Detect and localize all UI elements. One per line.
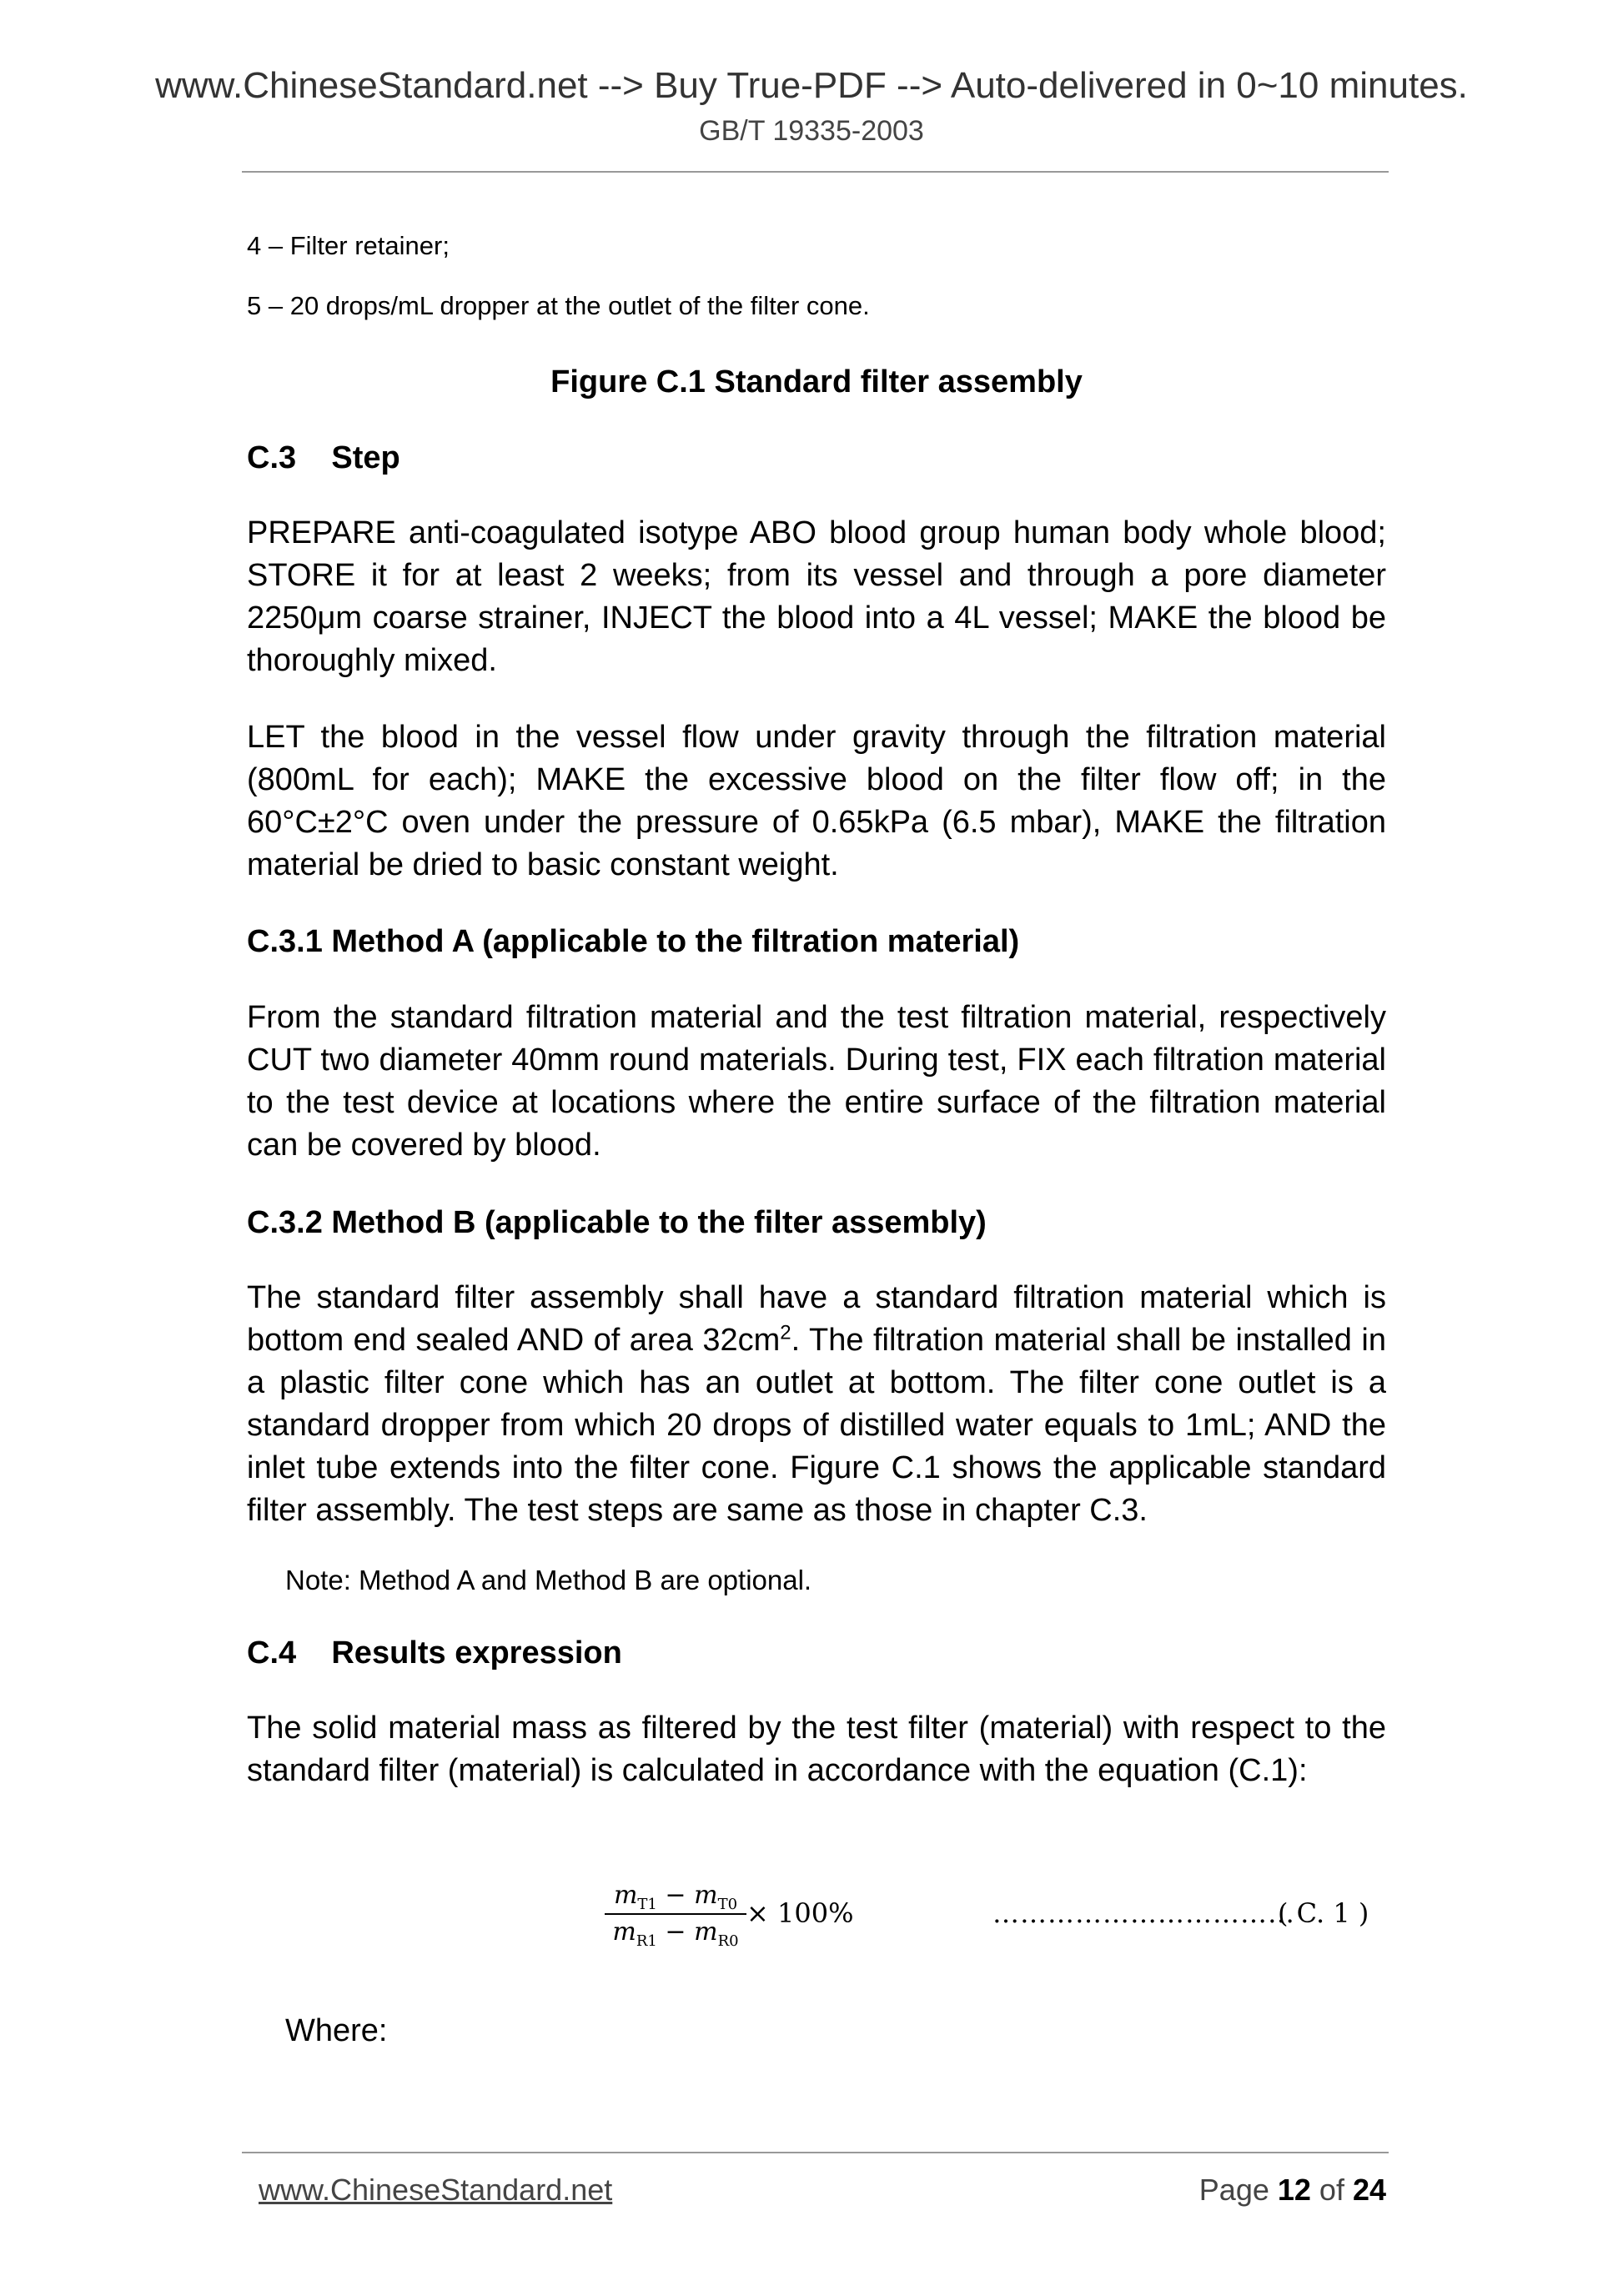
- current-page: 12: [1277, 2173, 1311, 2207]
- section-c3-paragraph-1: PREPARE anti-coagulated isotype ABO blood group human body whole blood; STORE it for at least 2 weeks; from its vessel and through a pore diameter 2250μm coarse strainer, INJECT the blood into a 4L vessel; MAKE the blood be thoroughly mixed.: [247, 515, 1386, 678]
- legend-item-4: 4 – Filter retainer;: [247, 231, 450, 260]
- section-c4-heading: C.4 Results expression: [247, 1635, 622, 1671]
- header-banner: www.ChineseStandard.net --> Buy True-PDF --> Auto-delivered in 0~10 minutes.: [155, 65, 1468, 106]
- fraction-bar: [605, 1913, 746, 1915]
- times-100-percent: × 100%: [746, 1897, 854, 1929]
- standard-number: GB/T 19335-2003: [699, 115, 924, 147]
- denominator: $m_{R1} - m_{R0}$: [612, 1917, 739, 1950]
- leader-dots: ……………………………: [992, 1897, 1295, 1929]
- footer-divider: [242, 2152, 1389, 2153]
- where-label: Where:: [285, 2013, 388, 2048]
- equation-number: ( C. 1 ): [1278, 1897, 1369, 1929]
- header-divider: [242, 171, 1389, 173]
- superscript-2: 2: [780, 1321, 791, 1344]
- section-c32-paragraph: [247, 1277, 1386, 1532]
- section-c31-heading: C.3.1 Method A (applicable to the filtration material): [247, 924, 1020, 959]
- figure-caption: Figure C.1 Standard filter assembly: [550, 364, 1083, 399]
- numerator: $m_{T1} - m_{T0}$: [613, 1881, 738, 1913]
- page-indicator: Page 12 of 24: [1198, 2173, 1386, 2207]
- section-c31-paragraph: From the standard filtration material and the test filtration material, respectively CUT two diameter 40mm round materials. During test, FIX each filtration material to the test device at locations where the entire surface of the filtration material can be covered by blood.: [247, 1000, 1386, 1163]
- c32-text-part1: The standard filter assembly shall have a standard filtration material which is bottom end sealed AND of area 32cm: [247, 1280, 1386, 1358]
- fraction: [605, 1881, 746, 1950]
- total-pages: 24: [1352, 2173, 1386, 2207]
- section-c3-heading: C.3 Step: [247, 440, 400, 475]
- equation-c1: [584, 1881, 1384, 1950]
- c32-text-part2: . The filtration material shall be installed in a plastic filter cone which has an outlet at bottom. The filter cone outlet is a standard dropper from which 20 drops of distilled water equals to 1mL; AND the inlet tube extends into the filter cone. Figure C.1 shows the applicable standard filter assembly. The test steps are same as those in chapter C.3.: [247, 1323, 1386, 1528]
- note: Note: Method A and Method B are optional.: [285, 1565, 812, 1595]
- section-c3-paragraph-2: LET the blood in the vessel flow under gravity through the filtration material (800mL for each); MAKE the excessive blood on the filter flow off; in the 60°C±2°C oven under the pressure of 0.65kPa (6.5 mbar), MAKE the filtration material be dried to basic constant weight.: [247, 720, 1386, 882]
- section-c32-heading: C.3.2 Method B (applicable to the filter assembly): [247, 1205, 987, 1240]
- legend-item-5: 5 – 20 drops/mL dropper at the outlet of the filter cone.: [247, 291, 870, 320]
- footer-site-link[interactable]: www.ChineseStandard.net: [259, 2173, 613, 2207]
- section-c4-paragraph: The solid material mass as filtered by the test filter (material) with respect to the standard filter (material) is calculated in accordance with the equation (C.1):: [247, 1711, 1386, 1788]
